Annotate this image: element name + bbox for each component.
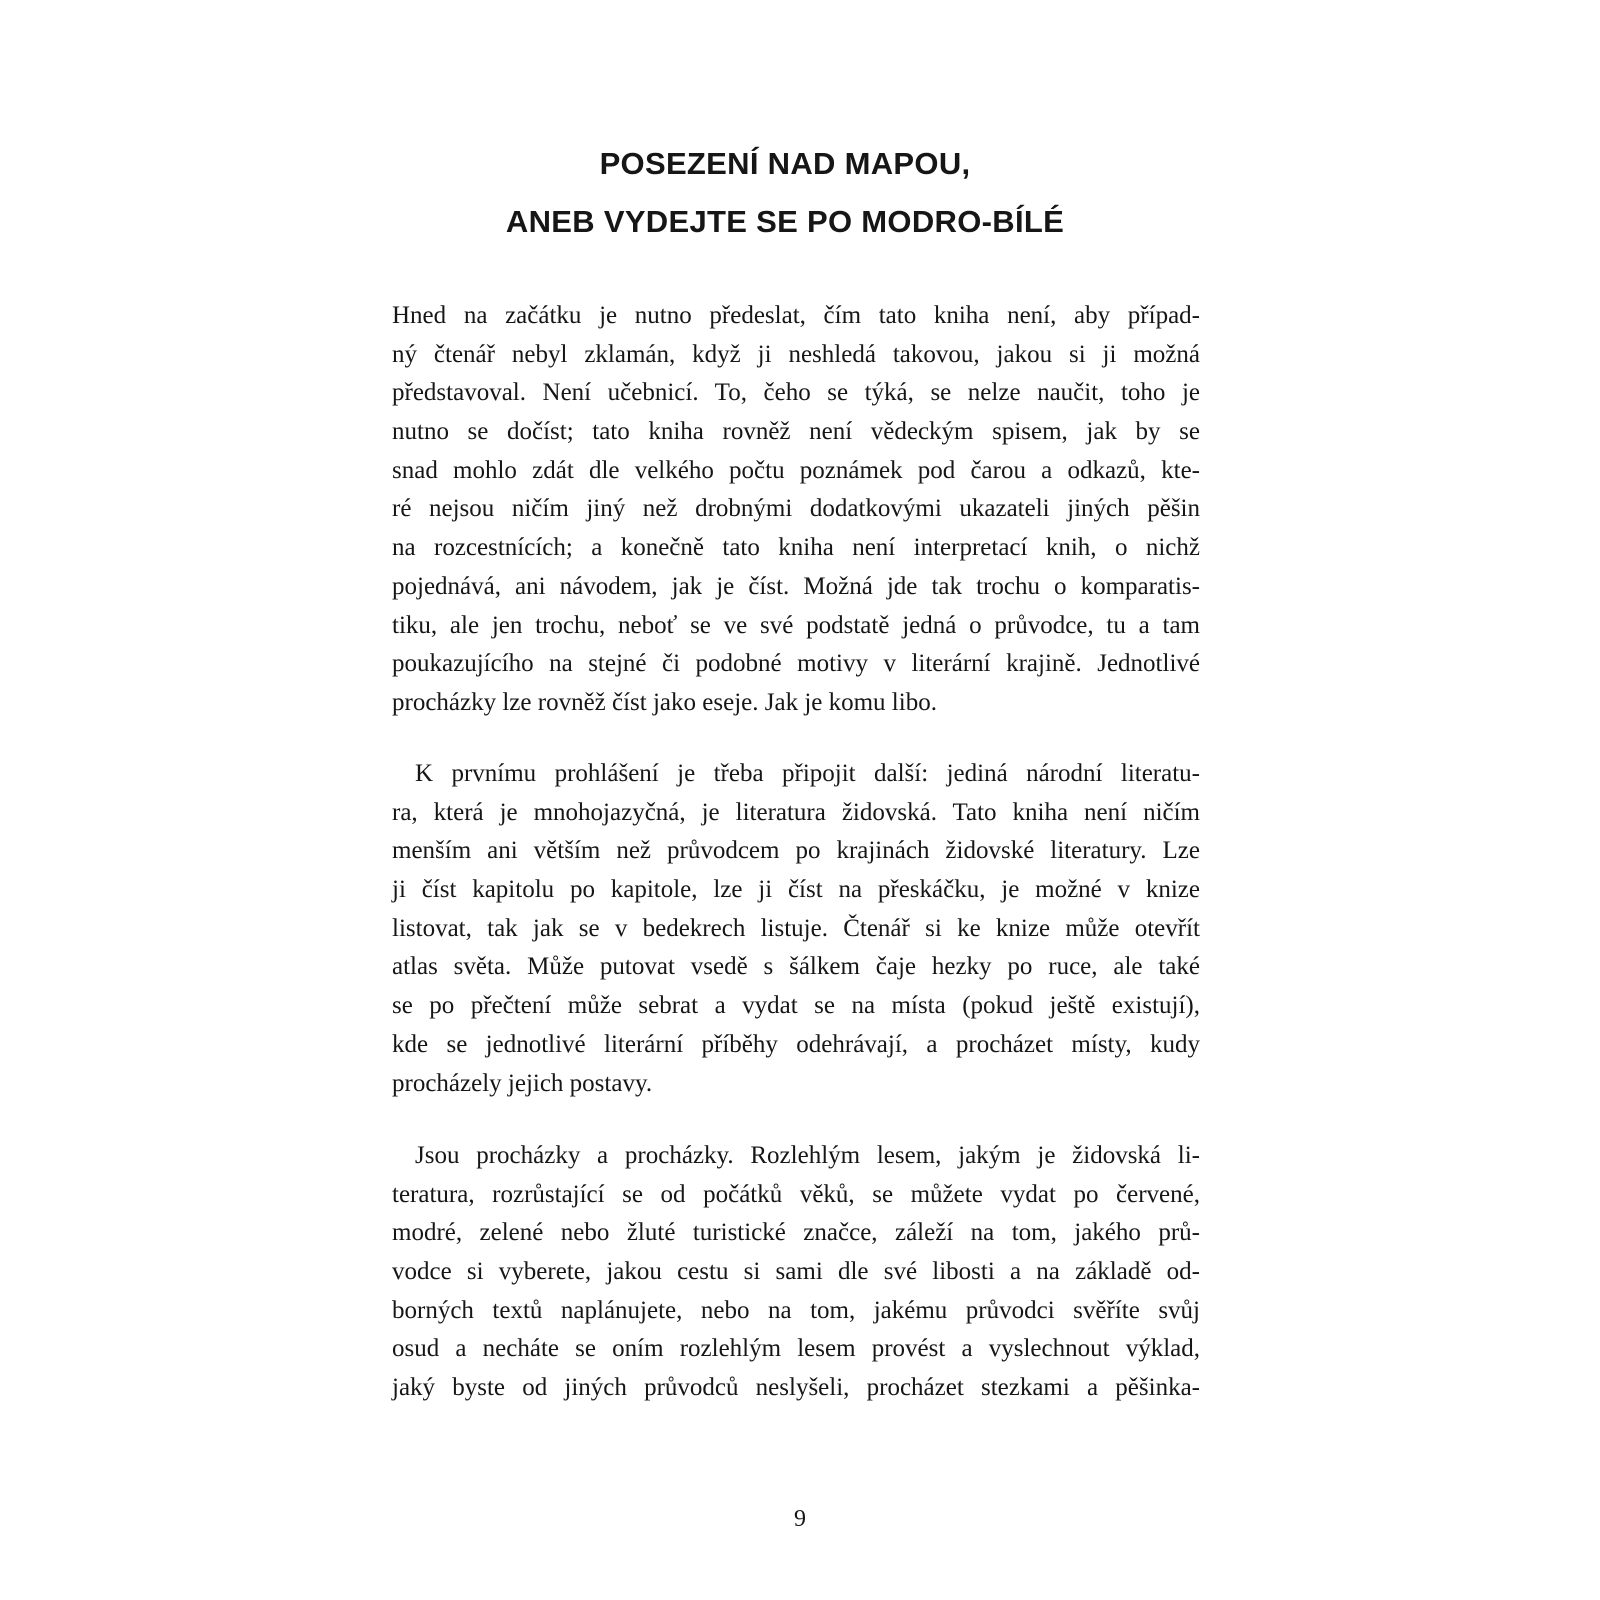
paragraph-line: poukazujícího na stejné či podobné motivy v literární krajině. Jednotlivé bbox=[392, 650, 1200, 678]
paragraph-line: modré, zelené nebo žluté turistické značce, záleží na tom, jakého prů- bbox=[392, 1219, 1200, 1247]
paragraph-line: K prvnímu prohlášení je třeba připojit další: jediná národní literatu- bbox=[415, 760, 1200, 787]
page-number: 9 bbox=[794, 1506, 806, 1532]
chapter-title-line-1: POSEZENÍ NAD MAPOU, bbox=[599, 146, 971, 181]
paragraph-line: procházely jejich postavy. bbox=[392, 1069, 653, 1097]
paragraph-3 bbox=[392, 1137, 1200, 1408]
paragraph-line: listovat, tak jak se v bedekrech listuje. Čtenář si ke knize může otevřít bbox=[392, 914, 1200, 942]
paragraph-line: kde se jednotlivé literární příběhy odehrávají, a procházet místy, kudy bbox=[392, 1030, 1200, 1058]
chapter-title bbox=[370, 142, 1200, 244]
paragraph-line: ré nejsou ničím jiný než drobnými dodatkovými ukazateli jiných pěšin bbox=[392, 495, 1200, 523]
paragraph-line: atlas světa. Může putovat vsedě s šálkem čaje hezky po ruce, ale také bbox=[392, 953, 1200, 981]
paragraph-line: borných textů naplánujete, nebo na tom, jakému průvodci svěříte svůj bbox=[392, 1296, 1200, 1324]
paragraph-line: Jsou procházky a procházky. Rozlehlým lesem, jakým je židovská li- bbox=[415, 1142, 1200, 1169]
paragraph-line: pojednává, ani návodem, jak je číst. Možná jde tak trochu o komparatis- bbox=[392, 572, 1200, 600]
paragraph-line: představoval. Není učebnicí. To, čeho se týká, se nelze naučit, toho je bbox=[392, 379, 1200, 407]
paragraph-line: osud a necháte se oním rozlehlým lesem provést a vyslechnout výklad, bbox=[392, 1335, 1200, 1363]
paragraph-line: tiku, ale jen trochu, neboť se ve své podstatě jedná o průvodce, tu a tam bbox=[392, 611, 1200, 639]
paragraph-2 bbox=[392, 755, 1200, 1103]
paragraph-line: jaký byste od jiných průvodců neslyšeli, procházet stezkami a pěšinka- bbox=[392, 1374, 1200, 1402]
paragraph-line: se po přečtení může sebrat a vydat se na místa (pokud ještě existují), bbox=[392, 992, 1200, 1020]
paragraph-line: Hned na začátku je nutno předeslat, čím tato kniha není, aby případ- bbox=[392, 302, 1200, 329]
paragraph-line: vodce si vyberete, jakou cestu si sami dle své libosti a na základě od- bbox=[392, 1258, 1200, 1286]
paragraph-line: teratura, rozrůstající se od počátků věků, se můžete vydat po červené, bbox=[392, 1180, 1200, 1208]
paragraph-line: menším ani větším než průvodcem po krajinách židovské literatury. Lze bbox=[392, 837, 1200, 865]
paragraph-line: ra, která je mnohojazyčná, je literatura židovská. Tato kniha není ničím bbox=[392, 798, 1200, 826]
paragraph-line: nutno se dočíst; tato kniha rovněž není vědeckým spisem, jak by se bbox=[392, 418, 1200, 446]
paragraph-line: ný čtenář nebyl zklamán, když ji neshledá takovou, jakou si ji možná bbox=[392, 340, 1200, 368]
paragraph-line: procházky lze rovněž číst jako eseje. Jak je komu libo. bbox=[392, 688, 937, 716]
chapter-title-line-2: ANEB VYDEJTE SE PO MODRO-BÍLÉ bbox=[505, 204, 1065, 239]
paragraph-1 bbox=[392, 297, 1200, 723]
paragraph-line: snad mohlo zdát dle velkého počtu poznámek pod čarou a odkazů, kte- bbox=[392, 456, 1200, 484]
paragraph-line: ji číst kapitolu po kapitole, lze ji číst na přeskáčku, je možné v knize bbox=[392, 876, 1200, 904]
paragraph-line: na rozcestnících; a konečně tato kniha není interpretací knih, o nichž bbox=[392, 534, 1200, 562]
